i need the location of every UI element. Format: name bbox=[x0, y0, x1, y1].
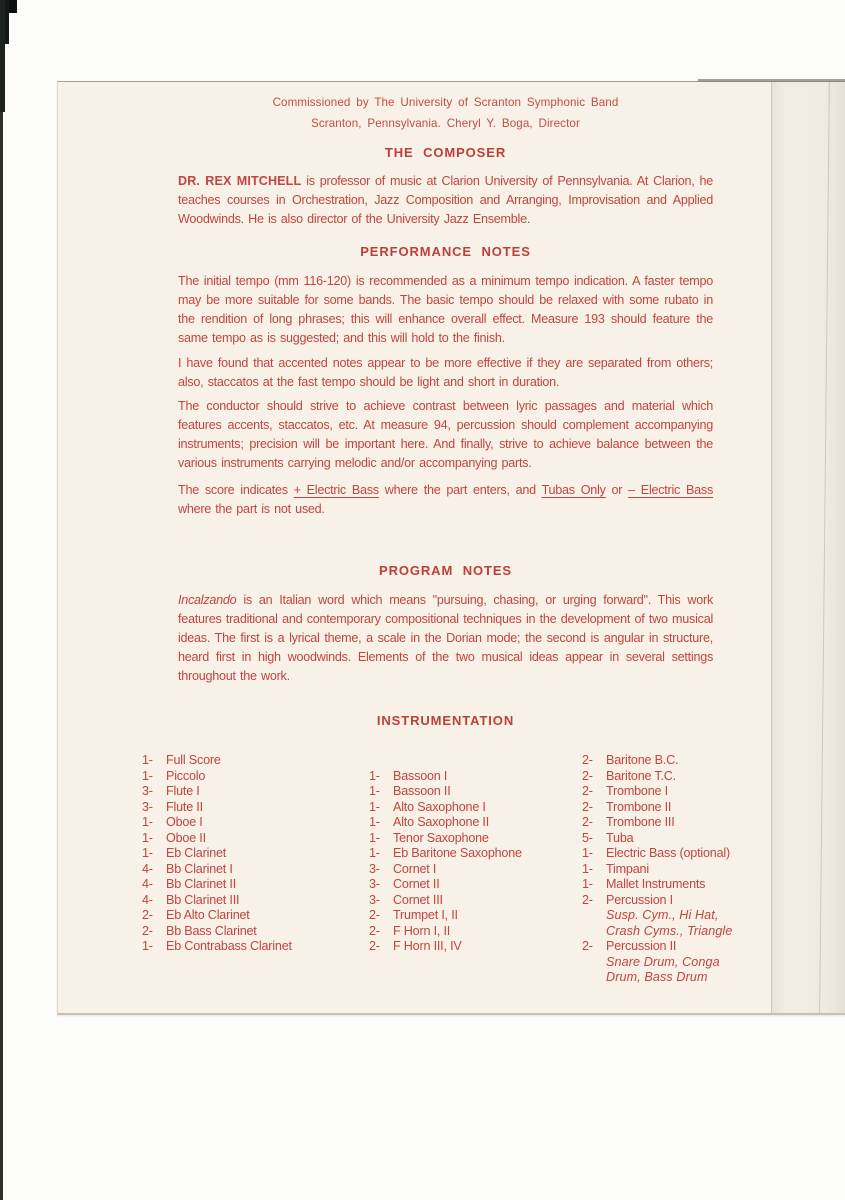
instrument-item bbox=[582, 862, 732, 878]
instrument-item bbox=[369, 877, 522, 893]
instrument-name: Bassoon II bbox=[393, 784, 451, 798]
instrument-name: Eb Contrabass Clarinet bbox=[166, 939, 292, 953]
instrument-name: Baritone B.C. bbox=[606, 753, 679, 767]
commission-credit-line-2: Scranton, Pennsylvania. Cheryl Y. Boga, Director bbox=[311, 117, 580, 130]
program-text: is an Italian word which means "pursuing, chasing, or urging forward". This work features traditional and contemporary compositional techniques in the development of two musical ideas. The first is a lyrical theme, a scale in the Dorian mode; the second is angular in structure, heard first in high woodwinds. Elements of the two musical ideas appear in several settings throughout the work. bbox=[178, 593, 713, 683]
instrument-quantity: 2- bbox=[582, 815, 593, 829]
instrument-item bbox=[142, 784, 292, 800]
instrument-quantity: 2- bbox=[582, 753, 593, 767]
instrument-quantity: 3- bbox=[142, 784, 153, 798]
composer-text: is professor of music at Clarion University of Pennsylvania. At Clarion, he teaches courses in Orchestration, Jazz Composition and Arranging, Improvisation and Applied Woodwinds. He is also director of the University Jazz Ensemble. bbox=[178, 174, 713, 226]
instrument-name: Alto Saxophone I bbox=[393, 799, 486, 814]
instrument-item bbox=[582, 784, 732, 800]
underlined-term: – Electric Bass bbox=[628, 483, 713, 497]
performance-paragraph-2: I have found that accented notes appear to be more effective if they are separated from others; also, staccatos at the fast tempo should be light and short in duration. bbox=[178, 356, 713, 389]
instrument-name: Mallet Instruments bbox=[606, 877, 706, 891]
instrument-name: Eb Baritone Saxophone bbox=[393, 846, 522, 860]
instrumentation-column-2 bbox=[369, 753, 522, 955]
section-heading-program-notes: PROGRAM NOTES bbox=[379, 563, 512, 578]
instrument-quantity: 1- bbox=[582, 846, 593, 860]
instrument-item bbox=[369, 939, 522, 955]
performance-paragraph-3: The conductor should strive to achieve contrast between lyric passages and material which features accents, staccatos, etc. At measure 94, percussion should complement accompanying instruments; precision will be important here. And finally, strive to achieve balance between the various instruments carrying melodic and/or accompanying parts. bbox=[178, 399, 713, 470]
instrument-name: Trombone I bbox=[606, 784, 668, 798]
instrument-quantity: 3- bbox=[142, 799, 153, 814]
instrument-quantity: 1- bbox=[582, 877, 593, 891]
instrument-quantity: 1- bbox=[142, 830, 153, 845]
instrumentation-list bbox=[142, 753, 822, 1083]
instrument-item bbox=[142, 831, 292, 847]
instrument-name: Timpani bbox=[606, 861, 649, 876]
instrumentation-column-1 bbox=[142, 753, 292, 955]
instrument-item bbox=[582, 877, 732, 893]
instrument-quantity: 1- bbox=[369, 799, 380, 814]
performance-paragraph-1: The initial tempo (mm 116-120) is recommended as a minimum tempo indication. A faster tempo may be more suitable for some bands. The basic tempo should be relaxed with some rubato in the rendition of long phrases; this will enhance overall effect. Measure 193 should feature the same tempo as is suggested; and this will hold to the finish. bbox=[178, 274, 713, 345]
instrument-name: Percussion I bbox=[606, 892, 673, 907]
instrument-quantity: 1- bbox=[142, 815, 153, 829]
scanner-edge-shadow bbox=[0, 0, 3, 1200]
instrument-detail: Crash Cyms., Triangle bbox=[606, 923, 733, 938]
instrument-quantity: 1- bbox=[369, 846, 380, 860]
underlined-term: Tubas Only bbox=[541, 483, 606, 497]
instrument-item bbox=[142, 769, 292, 785]
instrument-item bbox=[369, 924, 522, 940]
instrument-quantity: 4- bbox=[142, 861, 153, 876]
instrument-item bbox=[142, 753, 292, 769]
instrument-item bbox=[369, 846, 522, 862]
instrument-item bbox=[582, 815, 732, 831]
instrument-name: Trombone III bbox=[606, 815, 675, 829]
instrument-quantity: 4- bbox=[142, 892, 153, 907]
instrument-quantity: 2- bbox=[369, 908, 380, 922]
instrument-item bbox=[369, 769, 522, 785]
instrument-item bbox=[142, 924, 292, 940]
instrument-quantity: 2- bbox=[582, 768, 593, 783]
instrument-name: Cornet I bbox=[393, 861, 437, 876]
instrument-item bbox=[582, 893, 732, 909]
instrument-name: Bb Clarinet II bbox=[166, 877, 236, 891]
instrument-quantity: 2- bbox=[582, 939, 593, 953]
instrument-item bbox=[582, 753, 732, 769]
instrument-detail: Snare Drum, Conga bbox=[606, 954, 720, 969]
instrument-quantity: 2- bbox=[369, 939, 380, 953]
instrument-item bbox=[582, 831, 732, 847]
instrument-item bbox=[369, 784, 522, 800]
instrument-name: Piccolo bbox=[166, 768, 206, 783]
instrument-name: F Horn I, II bbox=[393, 923, 451, 938]
instrument-quantity: 1- bbox=[142, 939, 153, 953]
instrument-item bbox=[142, 846, 292, 862]
instrument-name: Cornet III bbox=[393, 892, 443, 907]
instrument-name: Bb Bass Clarinet bbox=[166, 923, 257, 938]
instrument-quantity: 4- bbox=[142, 877, 153, 891]
instrument-quantity: 2- bbox=[369, 923, 380, 938]
instrument-quantity: 3- bbox=[369, 861, 380, 876]
underlined-term: + Electric Bass bbox=[293, 483, 379, 497]
paper-edge-shadow bbox=[698, 79, 845, 82]
instrument-quantity: 5- bbox=[582, 830, 593, 845]
instrument-item bbox=[369, 815, 522, 831]
instrument-quantity: 1- bbox=[582, 861, 593, 876]
instrument-name: Alto Saxophone II bbox=[393, 815, 490, 829]
instrument-quantity: 2- bbox=[142, 923, 153, 938]
instrument-item bbox=[369, 800, 522, 816]
program-booklet-page bbox=[57, 81, 845, 1015]
composer-name: DR. REX MITCHELL bbox=[178, 174, 302, 188]
instrument-name: Oboe II bbox=[166, 830, 206, 845]
instrument-name: Baritone T.C. bbox=[606, 768, 676, 783]
instrument-name: Flute II bbox=[166, 799, 203, 814]
instrument-item bbox=[142, 939, 292, 955]
performance-paragraph-4 bbox=[178, 481, 713, 519]
instrument-quantity: 3- bbox=[369, 892, 380, 907]
instrument-quantity: 2- bbox=[582, 784, 593, 798]
instrument-name: Oboe I bbox=[166, 815, 203, 829]
instrument-item bbox=[582, 939, 732, 955]
paragraph-text: where the part is not used. bbox=[178, 502, 325, 516]
commission-credit-line-1: Commissioned by The University of Scranton Symphonic Band bbox=[272, 96, 619, 109]
section-heading-instrumentation: INSTRUMENTATION bbox=[376, 713, 515, 728]
instrument-quantity: 1- bbox=[369, 768, 380, 783]
paragraph-text: The score indicates bbox=[178, 483, 294, 497]
instrument-name: Flute I bbox=[166, 784, 200, 798]
instrument-name: Bb Clarinet III bbox=[166, 892, 240, 907]
instrument-name: Bb Clarinet I bbox=[166, 861, 233, 876]
instrument-name: Trombone II bbox=[606, 799, 672, 814]
instrument-detail: Susp. Cym., Hi Hat, bbox=[606, 908, 719, 922]
section-heading-composer: THE COMPOSER bbox=[384, 145, 507, 160]
program-paragraph bbox=[178, 591, 713, 686]
instrument-name: Electric Bass (optional) bbox=[606, 846, 730, 860]
instrument-name: Eb Alto Clarinet bbox=[166, 908, 250, 922]
instrument-item bbox=[142, 893, 292, 909]
instrument-item bbox=[369, 893, 522, 909]
instrument-name: Tuba bbox=[606, 830, 634, 845]
instrument-item bbox=[142, 908, 292, 924]
instrument-item bbox=[369, 908, 522, 924]
instrument-name: Eb Clarinet bbox=[166, 846, 227, 860]
work-title-incalzando: Incalzando bbox=[178, 593, 237, 607]
instrument-quantity: 1- bbox=[369, 784, 380, 798]
instrument-quantity: 2- bbox=[582, 799, 593, 814]
instrument-item bbox=[142, 862, 292, 878]
instrument-item bbox=[369, 862, 522, 878]
instrument-quantity: 2- bbox=[582, 892, 593, 907]
paragraph-text: or bbox=[605, 483, 629, 497]
instrument-quantity: 3- bbox=[369, 877, 380, 891]
section-heading-performance-notes: PERFORMANCE NOTES bbox=[360, 244, 531, 259]
instrument-quantity: 1- bbox=[142, 768, 153, 783]
instrument-item bbox=[142, 877, 292, 893]
instrument-quantity: 1- bbox=[369, 830, 380, 845]
instrument-name: Tenor Saxophone bbox=[393, 830, 489, 845]
instrument-detail: Drum, Bass Drum bbox=[606, 970, 708, 984]
instrument-name: Bassoon I bbox=[393, 768, 448, 783]
instrument-item bbox=[582, 800, 732, 816]
instrument-name: Trumpet I, II bbox=[393, 908, 458, 922]
instrument-name: F Horn III, IV bbox=[393, 939, 462, 953]
instrument-name: Percussion II bbox=[606, 939, 677, 953]
instrument-item bbox=[582, 769, 732, 785]
instrument-item bbox=[582, 846, 732, 862]
scanner-corner-shadow bbox=[0, 0, 5, 112]
instrument-quantity: 1- bbox=[142, 846, 153, 860]
instrument-name: Full Score bbox=[166, 753, 221, 767]
instrument-name: Cornet II bbox=[393, 877, 440, 891]
instrument-quantity: 2- bbox=[142, 908, 153, 922]
instrumentation-column-3 bbox=[582, 753, 732, 986]
instrument-item bbox=[142, 815, 292, 831]
page-content bbox=[178, 82, 713, 729]
instrument-quantity: 1- bbox=[142, 753, 153, 767]
paragraph-text: where the part enters, and bbox=[378, 483, 542, 497]
instrument-item bbox=[142, 800, 292, 816]
instrument-item bbox=[369, 831, 522, 847]
instrument-quantity: 1- bbox=[369, 815, 380, 829]
composer-paragraph bbox=[178, 172, 713, 229]
